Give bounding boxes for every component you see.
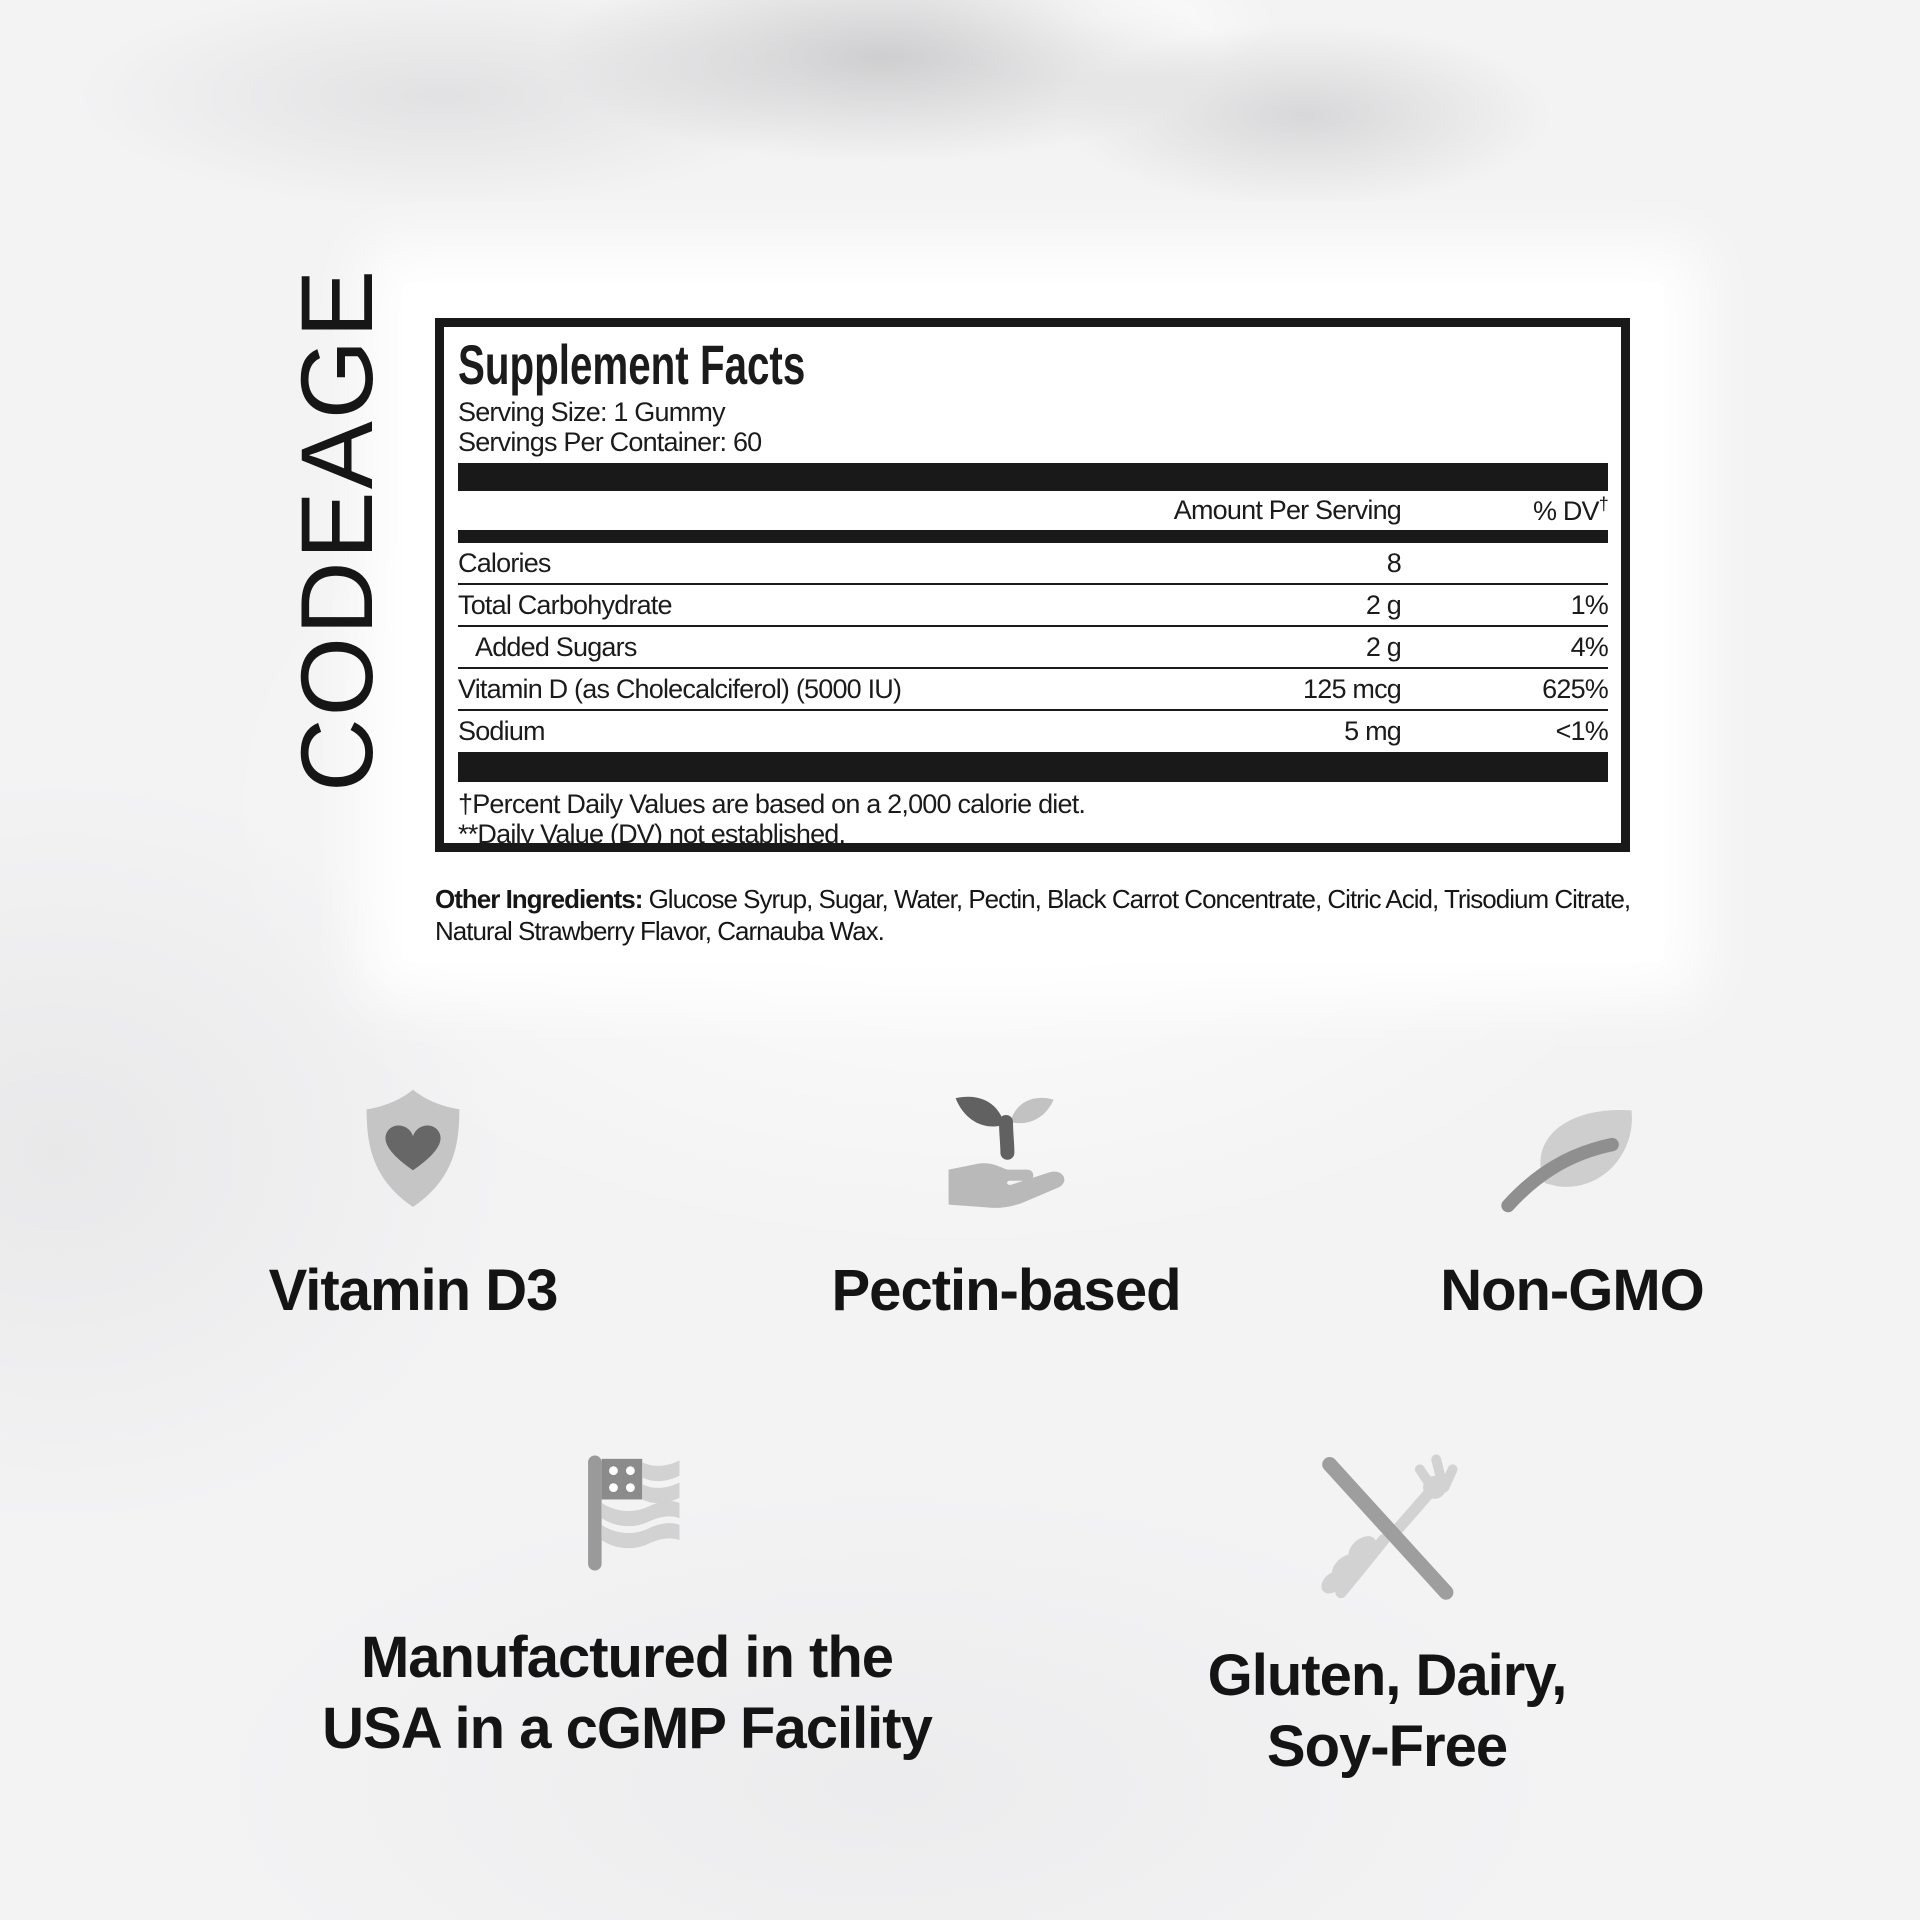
- other-ingredients: [435, 883, 1663, 947]
- nutrient-amount: 8: [1386, 547, 1401, 578]
- nutrient-row-calories: [458, 543, 1608, 585]
- nutrient-name: Added Sugars: [475, 631, 637, 662]
- feature-non-gmo: [1332, 1094, 1812, 1326]
- separator-bar-top: [458, 463, 1608, 491]
- nutrient-row-added-sugars: [458, 627, 1608, 669]
- no-allergens-icon: [1305, 1448, 1469, 1612]
- feature-vitamin-d3: [173, 1086, 653, 1326]
- serving-size: Serving Size: 1 Gummy: [458, 397, 725, 427]
- supplement-facts-title: Supplement Facts: [458, 333, 806, 396]
- feature-label-line: USA in a cGMP Facility: [322, 1696, 932, 1761]
- separator-bar-bottom: [458, 752, 1608, 782]
- nutrient-row-vitamin-d: [458, 669, 1608, 711]
- nutrient-amount: 2 g: [1365, 589, 1401, 620]
- hand-sprout-icon: [922, 1080, 1090, 1220]
- footnote-dv-not-established: **Daily Value (DV) not established.: [458, 819, 846, 849]
- feature-label-line: Non-GMO: [1440, 1258, 1704, 1323]
- leaf-icon: [1496, 1094, 1648, 1216]
- feature-label-line: Gluten, Dairy,: [1207, 1643, 1567, 1708]
- separator-bar-mid: [458, 530, 1608, 543]
- percent-dv-header: [1401, 494, 1608, 527]
- nutrient-name: Calories: [458, 547, 551, 578]
- feature-label-line: Pectin-based: [831, 1258, 1181, 1323]
- shield-heart-icon: [352, 1086, 474, 1218]
- nutrient-dv: 4%: [1570, 631, 1608, 662]
- feature-label-line: Manufactured in the: [360, 1625, 894, 1690]
- feature-made-in-usa: [277, 1452, 977, 1764]
- feature-pectin-based: [746, 1080, 1266, 1326]
- servings-per-container: Servings Per Container: 60: [458, 427, 762, 457]
- nutrient-name: Vitamin D (as Cholecalciferol) (5000 IU): [458, 673, 902, 704]
- other-ingredients-text: Glucose Syrup, Sugar, Water, Pectin, Black Carrot Concentrate, Citric Acid, Trisodium Citrate, Natural Strawberry Flavor, Carnauba Wax.: [435, 884, 1631, 946]
- brand-logo-vertical: CODEAGE: [280, 267, 394, 792]
- amount-per-serving-header: Amount Per Serving: [1173, 495, 1401, 525]
- nutrient-row-sodium: [458, 711, 1608, 752]
- nutrient-amount: 5 mg: [1344, 716, 1401, 746]
- usa-flag-icon: [561, 1452, 693, 1574]
- nutrient-amount: 2 g: [1365, 631, 1401, 662]
- nutrient-amount: 125 mcg: [1303, 673, 1401, 704]
- nutrient-name: Total Carbohydrate: [458, 589, 672, 620]
- nutrient-row-total-carbohydrate: [458, 585, 1608, 627]
- column-header-row: [458, 491, 1608, 530]
- percent-dv-header-text: % DV: [1532, 496, 1599, 526]
- nutrient-dv: 1%: [1570, 589, 1608, 620]
- nutrient-dv: 625%: [1542, 673, 1608, 704]
- feature-label-line: Vitamin D3: [268, 1258, 558, 1323]
- nutrient-name: Sodium: [458, 716, 545, 746]
- supplement-facts-panel: [435, 318, 1630, 852]
- other-ingredients-label: Other Ingredients:: [435, 884, 643, 914]
- dagger-mark: †: [1598, 494, 1608, 514]
- footnote-daily-values: †Percent Daily Values are based on a 2,000 calorie diet.: [458, 789, 1086, 819]
- feature-allergen-free: [1107, 1448, 1667, 1782]
- nutrient-dv: <1%: [1555, 716, 1608, 746]
- feature-label-line: Soy-Free: [1266, 1714, 1508, 1779]
